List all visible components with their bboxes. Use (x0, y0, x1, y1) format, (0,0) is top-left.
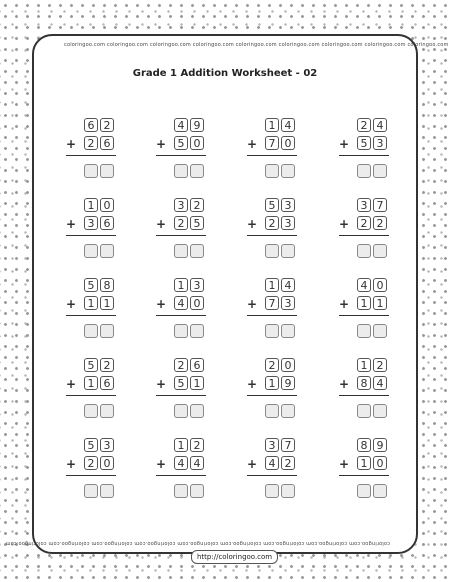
top-addend (84, 198, 114, 212)
digit-box: 5 (357, 136, 371, 150)
digit-box: 4 (281, 118, 295, 132)
plus-sign: + (339, 377, 350, 391)
addition-problem (247, 198, 307, 270)
top-addend (265, 198, 295, 212)
bottom-addend (84, 296, 114, 310)
digit-box: 4 (174, 118, 188, 132)
digit-box: 1 (357, 358, 371, 372)
digit-box: 7 (265, 136, 279, 150)
bottom-addend (357, 296, 387, 310)
digit-box: 9 (190, 118, 204, 132)
answer-digit-box[interactable] (265, 244, 279, 258)
addition-problem (66, 198, 126, 270)
answer-digit-box[interactable] (281, 404, 295, 418)
sum-line (247, 235, 297, 236)
digit-box: 4 (174, 456, 188, 470)
digit-box: 3 (100, 438, 114, 452)
answer-digit-box[interactable] (373, 404, 387, 418)
answer-digit-box[interactable] (265, 164, 279, 178)
answer-digit-box[interactable] (281, 164, 295, 178)
digit-box: 1 (265, 278, 279, 292)
answer-digit-box[interactable] (84, 404, 98, 418)
digit-box: 4 (357, 278, 371, 292)
digit-box: 5 (265, 198, 279, 212)
answer-boxes[interactable] (174, 244, 204, 258)
answer-digit-box[interactable] (190, 244, 204, 258)
digit-box: 4 (174, 296, 188, 310)
answer-boxes[interactable] (357, 404, 387, 418)
digit-box: 1 (190, 376, 204, 390)
plus-sign: + (339, 217, 350, 231)
digit-box: 2 (357, 118, 371, 132)
bottom-addend (265, 216, 295, 230)
sum-line (156, 315, 206, 316)
digit-box: 9 (373, 438, 387, 452)
answer-boxes[interactable] (357, 484, 387, 498)
answer-digit-box[interactable] (357, 404, 371, 418)
digit-box: 6 (190, 358, 204, 372)
addition-problem (247, 358, 307, 430)
sum-line (339, 235, 389, 236)
digit-box: 8 (357, 438, 371, 452)
footer-url-link[interactable]: http://coloringoo.com (191, 550, 278, 564)
digit-box: 5 (84, 358, 98, 372)
digit-box: 3 (174, 198, 188, 212)
answer-digit-box[interactable] (100, 164, 114, 178)
answer-digit-box[interactable] (281, 484, 295, 498)
top-addend (357, 198, 387, 212)
answer-digit-box[interactable] (174, 404, 188, 418)
top-addend (174, 358, 204, 372)
sum-line (66, 395, 116, 396)
answer-boxes[interactable] (174, 164, 204, 178)
digit-box: 2 (281, 456, 295, 470)
top-addend (174, 438, 204, 452)
bottom-addend (84, 136, 114, 150)
digit-box: 3 (281, 198, 295, 212)
digit-box: 9 (281, 376, 295, 390)
top-addend (84, 278, 114, 292)
digit-box: 1 (174, 438, 188, 452)
sum-line (339, 475, 389, 476)
addition-problem (156, 438, 216, 510)
answer-digit-box[interactable] (281, 324, 295, 338)
plus-sign: + (66, 217, 77, 231)
answer-digit-box[interactable] (373, 324, 387, 338)
sum-line (247, 395, 297, 396)
addition-problem (339, 118, 399, 190)
plus-sign: + (339, 137, 350, 151)
sum-line (339, 315, 389, 316)
answer-digit-box[interactable] (357, 164, 371, 178)
bottom-addend (84, 376, 114, 390)
sum-line (247, 475, 297, 476)
answer-digit-box[interactable] (100, 484, 114, 498)
answer-digit-box[interactable] (265, 484, 279, 498)
digit-box: 5 (84, 438, 98, 452)
digit-box: 4 (265, 456, 279, 470)
digit-box: 5 (190, 216, 204, 230)
answer-boxes[interactable] (357, 244, 387, 258)
top-addend (84, 438, 114, 452)
top-addend (357, 438, 387, 452)
answer-digit-box[interactable] (357, 244, 371, 258)
plus-sign: + (66, 457, 77, 471)
sum-line (156, 475, 206, 476)
top-addend (357, 358, 387, 372)
digit-box: 4 (190, 456, 204, 470)
bottom-addend (174, 216, 204, 230)
bottom-addend (357, 216, 387, 230)
sum-line (156, 155, 206, 156)
digit-box: 1 (357, 296, 371, 310)
digit-box: 2 (174, 216, 188, 230)
answer-digit-box[interactable] (174, 244, 188, 258)
top-addend (84, 358, 114, 372)
addition-problem (66, 358, 126, 430)
digit-box: 2 (190, 198, 204, 212)
answer-boxes[interactable] (84, 404, 114, 418)
addition-problem (247, 278, 307, 350)
plus-sign: + (247, 217, 258, 231)
answer-boxes[interactable] (265, 324, 295, 338)
digit-box: 0 (100, 456, 114, 470)
answer-digit-box[interactable] (174, 484, 188, 498)
answer-digit-box[interactable] (84, 244, 98, 258)
digit-box: 0 (190, 136, 204, 150)
digit-box: 2 (174, 358, 188, 372)
answer-boxes[interactable] (174, 484, 204, 498)
bottom-addend (265, 296, 295, 310)
answer-digit-box[interactable] (84, 484, 98, 498)
digit-box: 6 (100, 136, 114, 150)
digit-box: 2 (190, 438, 204, 452)
digit-box: 1 (265, 118, 279, 132)
digit-box: 1 (100, 296, 114, 310)
digit-box: 0 (100, 198, 114, 212)
answer-digit-box[interactable] (373, 484, 387, 498)
answer-digit-box[interactable] (281, 244, 295, 258)
digit-box: 2 (265, 358, 279, 372)
digit-box: 6 (84, 118, 98, 132)
addition-problem (156, 278, 216, 350)
top-addend (84, 118, 114, 132)
bottom-addend (265, 136, 295, 150)
sum-line (66, 315, 116, 316)
sum-line (66, 475, 116, 476)
sum-line (156, 395, 206, 396)
plus-sign: + (156, 297, 167, 311)
plus-sign: + (247, 137, 258, 151)
answer-digit-box[interactable] (190, 324, 204, 338)
digit-box: 1 (84, 296, 98, 310)
plus-sign: + (247, 457, 258, 471)
answer-digit-box[interactable] (174, 164, 188, 178)
answer-digit-box[interactable] (265, 404, 279, 418)
addition-problem (247, 438, 307, 510)
answer-boxes[interactable] (84, 164, 114, 178)
watermark-top: coloringoo.com coloringoo.com coloringoo.com coloringoo.com coloringoo.com coloringoo.com coloringoo.com coloringoo.com coloringoo.com (64, 42, 449, 48)
digit-box: 7 (265, 296, 279, 310)
answer-boxes[interactable] (174, 324, 204, 338)
sum-line (339, 155, 389, 156)
plus-sign: + (156, 137, 167, 151)
digit-box: 1 (373, 296, 387, 310)
bottom-addend (265, 456, 295, 470)
sum-line (66, 155, 116, 156)
bottom-addend (357, 456, 387, 470)
bottom-addend (84, 456, 114, 470)
digit-box: 2 (100, 118, 114, 132)
top-addend (174, 118, 204, 132)
worksheet-title: Grade 1 Addition Worksheet - 02 (132, 68, 318, 79)
digit-box: 8 (357, 376, 371, 390)
addition-problem (66, 438, 126, 510)
addition-problem (339, 278, 399, 350)
bottom-addend (265, 376, 295, 390)
answer-digit-box[interactable] (190, 484, 204, 498)
answer-digit-box[interactable] (373, 244, 387, 258)
sum-line (339, 395, 389, 396)
sum-line (156, 235, 206, 236)
addition-problem (339, 198, 399, 270)
digit-box: 3 (357, 198, 371, 212)
digit-box: 3 (373, 136, 387, 150)
top-addend (357, 278, 387, 292)
worksheet-page (5, 34, 449, 561)
digit-box: 8 (100, 278, 114, 292)
sum-line (247, 155, 297, 156)
digit-box: 3 (281, 296, 295, 310)
digit-box: 3 (190, 278, 204, 292)
plus-sign: + (156, 217, 167, 231)
digit-box: 6 (100, 216, 114, 230)
digit-box: 1 (357, 456, 371, 470)
plus-sign: + (66, 297, 77, 311)
answer-digit-box[interactable] (174, 324, 188, 338)
answer-boxes[interactable] (174, 404, 204, 418)
digit-box: 5 (174, 376, 188, 390)
watermark-bottom: coloringoo.com coloringoo.com coloringoo.com coloringoo.com coloringoo.com coloringoo.com coloringoo.com coloringoo.com coloringoo.com (5, 540, 390, 546)
addition-problem (156, 198, 216, 270)
digit-box: 1 (84, 198, 98, 212)
answer-boxes[interactable] (265, 404, 295, 418)
digit-box: 1 (174, 278, 188, 292)
answer-boxes[interactable] (84, 244, 114, 258)
plus-sign: + (339, 457, 350, 471)
digit-box: 2 (265, 216, 279, 230)
digit-box: 0 (190, 296, 204, 310)
answer-digit-box[interactable] (84, 164, 98, 178)
digit-box: 4 (373, 376, 387, 390)
top-addend (265, 358, 295, 372)
digit-box: 0 (373, 278, 387, 292)
plus-sign: + (156, 377, 167, 391)
digit-box: 1 (84, 376, 98, 390)
addition-problem (339, 438, 399, 510)
answer-digit-box[interactable] (190, 404, 204, 418)
digit-box: 6 (100, 376, 114, 390)
bottom-addend (174, 296, 204, 310)
answer-digit-box[interactable] (84, 324, 98, 338)
answer-boxes[interactable] (84, 484, 114, 498)
digit-box: 2 (84, 136, 98, 150)
answer-digit-box[interactable] (100, 404, 114, 418)
digit-box: 2 (357, 216, 371, 230)
digit-box: 3 (281, 216, 295, 230)
answer-digit-box[interactable] (265, 324, 279, 338)
top-addend (265, 118, 295, 132)
digit-box: 2 (100, 358, 114, 372)
digit-box: 2 (84, 456, 98, 470)
addition-problem (66, 118, 126, 190)
answer-digit-box[interactable] (100, 244, 114, 258)
digit-box: 7 (373, 198, 387, 212)
answer-digit-box[interactable] (357, 324, 371, 338)
digit-box: 2 (373, 358, 387, 372)
top-addend (265, 278, 295, 292)
digit-box: 5 (84, 278, 98, 292)
answer-boxes[interactable] (357, 164, 387, 178)
answer-digit-box[interactable] (190, 164, 204, 178)
answer-boxes[interactable] (357, 324, 387, 338)
addition-problem (156, 118, 216, 190)
bottom-addend (174, 456, 204, 470)
top-addend (357, 118, 387, 132)
top-addend (174, 278, 204, 292)
addition-problem (339, 358, 399, 430)
sum-line (247, 315, 297, 316)
plus-sign: + (66, 137, 77, 151)
digit-box: 7 (281, 438, 295, 452)
answer-boxes[interactable] (265, 244, 295, 258)
plus-sign: + (247, 377, 258, 391)
digit-box: 1 (265, 376, 279, 390)
addition-problem (66, 278, 126, 350)
answer-digit-box[interactable] (373, 164, 387, 178)
plus-sign: + (156, 457, 167, 471)
digit-box: 2 (373, 216, 387, 230)
plus-sign: + (339, 297, 350, 311)
answer-digit-box[interactable] (357, 484, 371, 498)
addition-problem (156, 358, 216, 430)
answer-digit-box[interactable] (100, 324, 114, 338)
digit-box: 4 (281, 278, 295, 292)
digit-box: 0 (281, 358, 295, 372)
bottom-addend (357, 136, 387, 150)
bottom-addend (174, 136, 204, 150)
digit-box: 0 (281, 136, 295, 150)
top-addend (265, 438, 295, 452)
answer-boxes[interactable] (265, 164, 295, 178)
top-addend (174, 198, 204, 212)
bottom-addend (84, 216, 114, 230)
digit-box: 4 (373, 118, 387, 132)
digit-box: 3 (265, 438, 279, 452)
digit-box: 5 (174, 136, 188, 150)
plus-sign: + (66, 377, 77, 391)
sum-line (66, 235, 116, 236)
answer-boxes[interactable] (84, 324, 114, 338)
bottom-addend (357, 376, 387, 390)
bottom-addend (174, 376, 204, 390)
addition-problem (247, 118, 307, 190)
digit-box: 0 (373, 456, 387, 470)
answer-boxes[interactable] (265, 484, 295, 498)
plus-sign: + (247, 297, 258, 311)
digit-box: 3 (84, 216, 98, 230)
